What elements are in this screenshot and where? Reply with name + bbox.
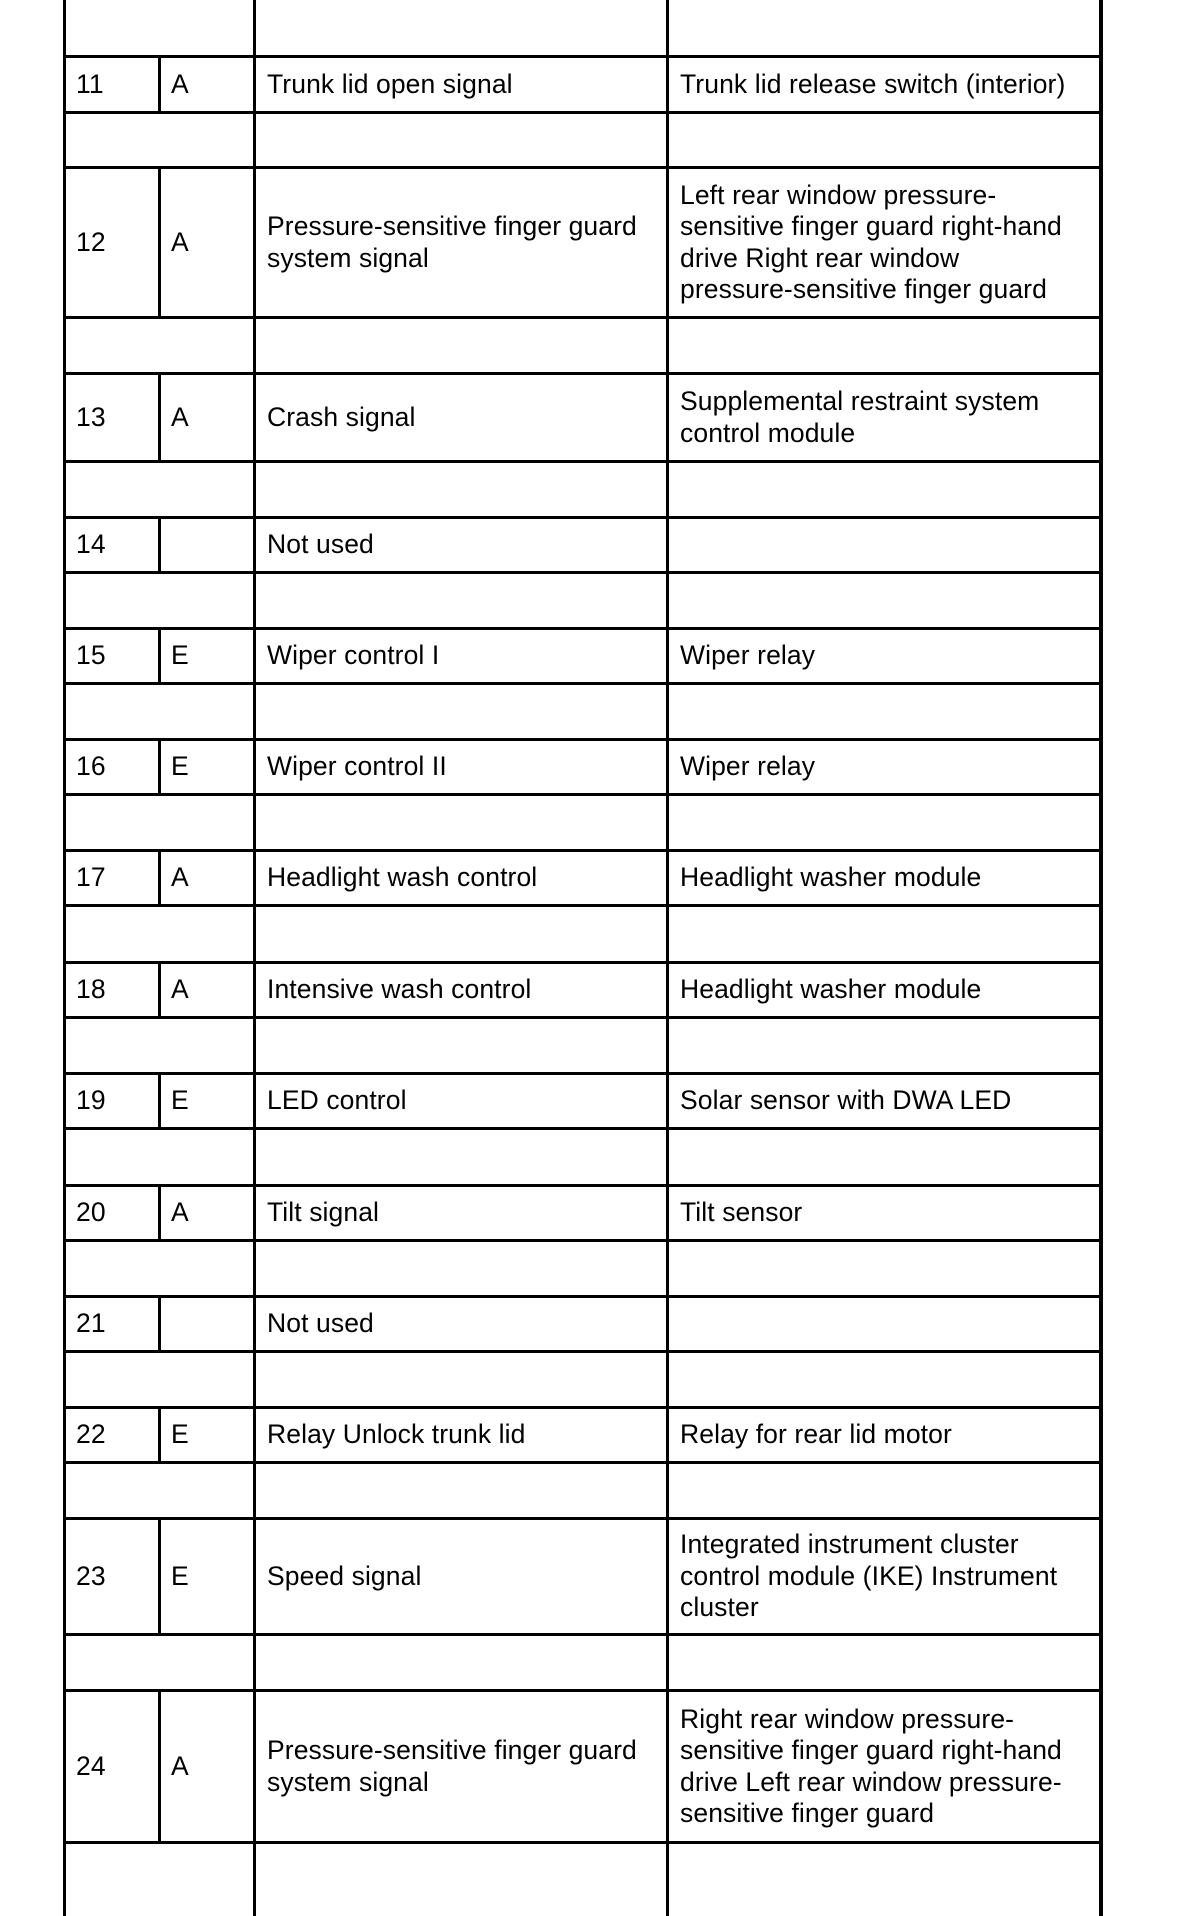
column-divider-type <box>158 738 161 796</box>
pin-cell: 24 <box>76 1750 106 1781</box>
pin-cell: 14 <box>76 529 106 560</box>
description-cell: Wiper control I <box>267 640 440 671</box>
row-bottom-line <box>63 1239 1103 1242</box>
description-cell: Intensive wash control <box>267 974 532 1005</box>
column-divider-type <box>158 1689 161 1844</box>
row-bottom-line <box>63 460 1103 463</box>
connection-cell: Trunk lid release switch (interior) <box>680 68 1066 99</box>
connection-cell: Wiper relay <box>680 640 816 671</box>
pin-cell: 17 <box>76 862 106 893</box>
column-divider-type <box>158 1295 161 1353</box>
pin-cell: 11 <box>76 68 104 99</box>
row-bottom-line <box>63 793 1103 796</box>
column-divider-type <box>158 1406 161 1464</box>
description-cell: Crash signal <box>267 401 416 432</box>
connection-cell: Right rear window pressure- sensitive finger guard right-hand drive Left rear window pressure- sensitive finger guard <box>680 1703 1062 1828</box>
column-divider-type <box>158 166 161 319</box>
description-cell: Tilt signal <box>267 1197 380 1228</box>
row-bottom-line <box>63 1633 1103 1636</box>
description-cell: Pressure-sensitive finger guard system signal <box>267 211 637 273</box>
column-divider-connection <box>666 0 669 1916</box>
description-cell: Not used <box>267 1308 374 1339</box>
connection-cell: Solar sensor with DWA LED <box>680 1085 1012 1116</box>
row-bottom-line <box>63 1127 1103 1130</box>
column-divider-type <box>158 516 161 574</box>
type-cell <box>171 1298 246 1350</box>
type-cell: E <box>171 640 189 671</box>
right-border-line <box>1099 0 1103 1916</box>
description-cell: LED control <box>267 1085 407 1116</box>
type-cell: A <box>171 1750 189 1781</box>
type-cell: E <box>171 1085 189 1116</box>
pin-cell: 13 <box>76 401 106 432</box>
row-bottom-line <box>63 904 1103 907</box>
column-divider-type <box>158 961 161 1019</box>
row-bottom-line <box>63 111 1103 114</box>
row-bottom-line <box>63 682 1103 685</box>
connection-cell: Wiper relay <box>680 751 816 782</box>
connection-cell <box>680 519 1095 571</box>
connection-cell <box>680 1298 1095 1350</box>
description-cell: Wiper control II <box>267 751 447 782</box>
description-cell: Pressure-sensitive finger guard system signal <box>267 1735 637 1797</box>
connection-cell: Supplemental restraint system control module <box>680 386 1040 448</box>
type-cell: A <box>171 401 189 432</box>
row-bottom-line <box>63 316 1103 319</box>
connection-cell: Left rear window pressure- sensitive finger guard right-hand drive Right rear window pressure-sensitive finger guard <box>680 179 1062 304</box>
column-divider-type <box>158 1517 161 1636</box>
type-cell: A <box>171 1197 189 1228</box>
column-divider-type <box>158 1072 161 1130</box>
pin-cell: 12 <box>76 226 106 257</box>
row-bottom-line <box>63 1350 1103 1353</box>
connection-cell: Integrated instrument cluster control module (IKE) Instrument cluster <box>680 1529 1058 1623</box>
pin-cell: 18 <box>76 974 106 1005</box>
pin-cell: 21 <box>76 1308 106 1339</box>
type-cell: A <box>171 862 189 893</box>
type-cell: E <box>171 751 189 782</box>
type-cell: A <box>171 68 189 99</box>
type-cell: A <box>171 226 189 257</box>
column-divider-type <box>158 849 161 907</box>
column-divider-description <box>253 0 256 1916</box>
row-bottom-line <box>63 1461 1103 1464</box>
pin-cell: 20 <box>76 1197 106 1228</box>
column-divider-type <box>158 1184 161 1242</box>
column-divider-type <box>158 372 161 463</box>
row-bottom-line <box>63 571 1103 574</box>
type-cell: A <box>171 974 189 1005</box>
type-cell: E <box>171 1419 189 1450</box>
pin-cell: 19 <box>76 1085 106 1116</box>
column-divider-type <box>158 627 161 685</box>
pin-cell: 23 <box>76 1560 106 1591</box>
column-divider-type <box>158 55 161 114</box>
left-border-line <box>63 0 66 1916</box>
pin-cell: 15 <box>76 640 106 671</box>
row-bottom-line <box>63 1016 1103 1019</box>
row-bottom-line <box>63 1841 1103 1844</box>
connection-cell: Headlight washer module <box>680 862 982 893</box>
description-cell: Trunk lid open signal <box>267 68 513 99</box>
pin-cell: 16 <box>76 751 106 782</box>
pin-cell: 22 <box>76 1419 106 1450</box>
description-cell: Relay Unlock trunk lid <box>267 1419 526 1450</box>
description-cell: Speed signal <box>267 1560 422 1591</box>
connection-cell: Headlight washer module <box>680 974 982 1005</box>
description-cell: Not used <box>267 529 374 560</box>
connection-cell: Relay for rear lid motor <box>680 1419 952 1450</box>
type-cell <box>171 519 246 571</box>
connection-cell: Tilt sensor <box>680 1197 803 1228</box>
type-cell: E <box>171 1560 189 1591</box>
description-cell: Headlight wash control <box>267 862 538 893</box>
